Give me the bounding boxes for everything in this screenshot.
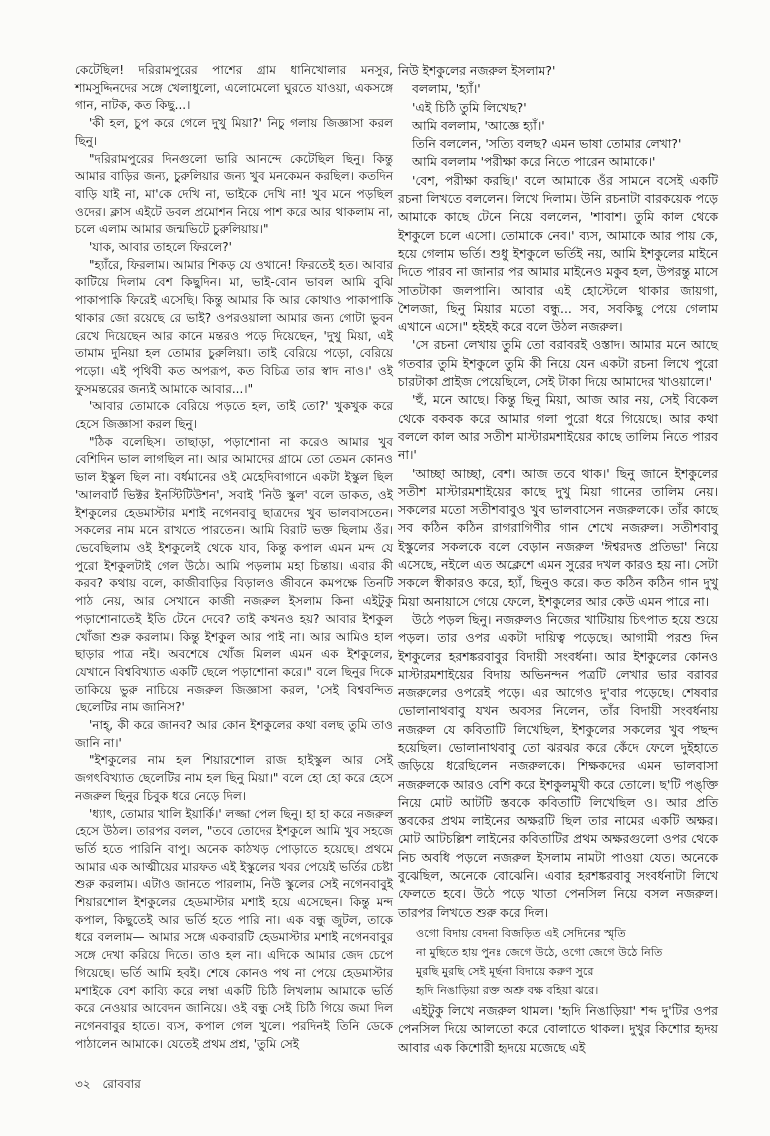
section-name: রোববার xyxy=(102,1077,141,1091)
paragraph: 'হুঁ, মনে আছে। কিন্তু ছিনু মিয়া, আজ আর নয়, সেই বিকেল থেকে বকবক করে আমার গলা পুরো ধরে গিয়েছে। আর কথা বললে কাল আর সতীশ মাস্টারমশাইয়ের কাছে তালিম নিতে পারব না।' xyxy=(398,392,718,463)
paragraph: বললাম, 'হ্যাঁ।' xyxy=(412,81,481,97)
paragraph: আমি বললাম 'পরীক্ষা করে নিতে পারেন আমাকে।' xyxy=(412,154,656,170)
paragraph: 'আবার তোমাকে বেরিয়ে পড়তে হল, তাই তো?' খুকখুক করে হেসে জিজ্ঞাসা করল ছিনু। xyxy=(75,399,393,432)
paragraph: কেটেছিল! দরিরামপুরের পাশের গ্রাম ধানিখোলার মনসুর, শামসুদ্দিনদের সঙ্গে খেলাধুলো, এলোমেলো ঘুরতে যাওয়া, একসঙ্গে গান, নাটক, কত কিছু...। xyxy=(75,63,393,113)
paragraph: 'ধ্যাৎ, তোমার খালি ইয়ার্কি।' লজ্জা পেল ছিনু। হা হা করে নজরুল হেসে উঠল। তারপর বলল, "তবে তোদের ইশকুলে আমি খুব সহজে ভর্তি হতে পারিনি বাপু। অনেক কাঠখড় পোড়াতে হয়েছে। প্রথমে আমার এক আত্মীয়ের মারফত এই ইস্কুলের খবর পেয়েই ভর্তির চেষ্টা শুরু করলাম। এটাও জানতে পারলাম, নিউ স্কুলের সেই নগেনবাবুই শিয়ারশোল ইশকুলের হেডমাস্টার মশাই হয়ে এসেছেন। কিন্তু মন্দ কপাল, কিছুতেই আর ভর্তি হতে পারি না। এক বন্ধু জুটল, তাকে ধরে বললাম— আমার সঙ্গে একবারটি হেডমাস্টার মশাই নগেনবাবুর সঙ্গে দেখা করিয়ে দিতে। তাও হল না। এদিকে আমার জেদ চেপে গিয়েছে। ভর্তি আমি হবই। শেষে কোনও পথ না পেয়ে হেডমাস্টার মশাইকে বেশ কাব্যি করে লম্বা একটি চিঠি লিখলাম আমাকে ভর্তি করে নেওয়ার আবেদন জানিয়ে। ওই বন্ধু সেই চিঠি গিয়ে জমা দিল নগেনবাবুর হাতে। ব্যস, কপাল গেল খুলে। পরদিনই তিনি ডেকে পাঠালেন আমাকে। যেতেই প্রথম প্রশ্ন, 'তুমি সেই xyxy=(75,806,393,1051)
paragraph: "দরিরামপুরের দিনগুলো ভারি আনন্দে কেটেছিল ছিনু। কিন্তু আমার বাড়ির জন্য, চুরুলিয়ার জন্য খুব মনকেমন করছিল। কতদিন বাড়ি যাই না, মা'কে দেখি না, ভাইকে দেখি না! খুব মনে পড়ছিল ওদের। ক্লাস এইটে ডবল প্রমোশন নিয়ে পাশ করে আর থাকলাম না, চলে এলাম আমার জন্মভিটে চুরুলিয়ায়।" xyxy=(75,151,393,237)
paragraph: 'বেশ, পরীক্ষা করছি।' বলে আমাকে ওঁর সামনে বসেই একটি রচনা লিখতে বললেন। লিখে দিলাম। উনি রচনাটা বারকয়েক পড়ে আমাকে কাছে টেনে নিয়ে বললেন, 'শাবাশ। তুমি কাল থেকে ইশকুলে চলে এসো। তোমাকে নেব।' ব্যস, আমাকে আর পায় কে, হয়ে গেলাম ভর্তি। শুধু ইশকুলে ভর্তিই নয়, আমি ইশকুলের মাইনে দিতে পারব না জানার পর আমার মাইনেও মকুব হল, উপরন্তু মাসে সাতটাকা জলপানি। আবার এই হোস্টেলে থাকার জায়গা, শৈলজা, ছিনু মিয়ার মতো বন্ধু... সব, সবকিছু পেয়ে গেলাম এখানে এসে।" হইহই করে বলে উঠল নজরুল। xyxy=(398,172,718,335)
paragraph: নিউ ইশকুলের নজরুল ইসলাম?' xyxy=(398,63,556,78)
right-column xyxy=(398,62,718,1057)
paragraph: এইটুকু লিখে নজরুল থামল। 'হৃদি নিঙাড়িয়া' শব্দ দু'টির ওপর পেনসিল দিয়ে আলতো করে বোলাতে থাকল। দুখুর কিশোর হৃদয় আবার এক কিশোরী হৃদয়ে মজেছে এই xyxy=(398,1002,718,1055)
paragraph: 'সে রচনা লেখায় তুমি তো বরাবরই ওস্তাদ। আমার মনে আছে গতবার তুমি ইশকুলে তুমি কী নিয়ে যেন একটা রচনা লিখে পুরো চারটাকা প্রাইজ পেয়েছিলে, সেই টাকা দিয়ে আমাদের খাওয়ালে।' xyxy=(398,337,718,390)
poem-line: না মুছিতে হায় পুনঃ জেগে উঠে, ওগো জেগে উঠে নিতি xyxy=(416,945,663,959)
poem-line: মুরছি মুরছি সেই মূর্ছনা বিদায়ে করুণ সুরে xyxy=(416,964,594,978)
paragraph: তিনি বললেন, 'সত্যি বলছ? এমন ভাষা তোমার লেখা?' xyxy=(412,136,682,152)
paragraph: 'যাক, আবার তাহলে ফিরলে?' xyxy=(89,240,232,255)
paragraph: "হ্যাঁরে, ফিরলাম। আমার শিকড় যে ওখানে! ফিরতেই হত। আবার কাটিয়ে দিলাম বেশ কিছুদিন। মা, ভাই-বোন ভাবল আমি বুঝি পাকাপাকি ফিরেই এসেছি। কিন্তু আমার কি আর কোথাও পাকাপাকি থাকার জো রয়েছে রে ভাই? ওপরওয়ালা আমার জন্য গোটা ভুবন রেখে দিয়েছেন আর কানে মন্তরও পড়ে দিয়েছেন, 'দুখু মিয়া, এই তামাম দুনিয়া হল তোমার চুরুলিয়া। তাই বেরিয়ে পড়ো, বেরিয়ে পড়ো। এই পৃথিবী কত অপরূপ, কত বিচিত্র তার স্বাদ নাও।' ওই ফুসমন্তরের জন্যই আমাকে আবার...।" xyxy=(75,257,393,396)
paragraph: 'নাহ্, কী করে জানব? আর কোন ইশকুলের কথা বলছ তুমি তাও জানি না।' xyxy=(75,718,393,750)
page-number: ৩২ xyxy=(75,1077,91,1091)
page-footer xyxy=(75,1076,149,1096)
paragraph: উঠে পড়ল ছিনু। নজরুলও নিজের খাটিয়ায় চিৎপাত হয়ে শুয়ে পড়ল। তার ওপর একটা দায়িত্ব পড়েছে। আগামী পরশু দিন ইশকুলের হরশঙ্করবাবুর বিদায়ী সংবর্ধনা। আর ইশকুলের কোনও মাস্টারমশাইয়ের বিদায় অভিনন্দন পত্রটি লেখার ভার বরাবর নজরুলের ওপরেই পড়ে। এর আগেও দু'বার পড়েছে। শেষবার ভোলানাথবাবু যখন অবসর নিলেন, তাঁর বিদায়ী সংবর্ধনায় নজরুল যে কবিতাটি লিখেছিল, ইশকুলের সকলের খুব পছন্দ হয়েছিল। ভোলানাথবাবু তো ঝরঝর করে কেঁদে ফেলে দুইহাতে জড়িয়ে ধরেছিলেন নজরুলকে। শিক্ষকদের এমন ভালবাসা নজরুলকে আরও বেশি করে ইশকুলমুখী করে তোলে। ছ'টি পঙ্‌ক্তি নিয়ে মোট আটটি স্তবকে কবিতাটি লিখেছিল ও। আর প্রতি স্তবকের প্রথম লাইনের অক্ষরটি ছিল তার নামের একটি অক্ষর। মোট আটচল্লিশ লাইনের কবিতাটির প্রথম অক্ষরগুলো ওপর থেকে নিচ অবধি পড়লে নজরুল ইসলাম নামটা পাওয়া যেত। অনেকে বুঝেছিল, অনেকে বোঝেনি। এবার হরশঙ্করবাবু সংবর্ধনাটা লিখে ফেলতে হবে। উঠে পড়ে খাতা পেনসিল নিয়ে বসল নজরুল। তারপর লিখতে শুরু করে দিল। xyxy=(398,611,718,920)
paragraph: "ইশকুলের নাম হল শিয়ারশোল রাজ হাইস্কুল আর সেই জগৎবিখ্যাত ছেলেটির নাম হল ছিনু মিয়া।" বলে হো হো করে হেসে নজরুল ছিনুর চিবুক ধরে নেড়ে দিল। xyxy=(75,753,393,803)
poem-line: হৃদি নিঙাড়িয়া রক্ত অশ্রু বক্ষ বহিয়া ঝরে। xyxy=(416,983,599,997)
paragraph: আমি বললাম, 'আজ্ঞে হ্যাঁ।' xyxy=(412,117,545,133)
paragraph: 'আচ্ছা আচ্ছা, বেশ। আজ তবে থাক।' ছিনু জানে ইশকুলের সতীশ মাস্টারমশাইয়ের কাছে দুখু মিয়া গানের তালিম নেয়। সকলের মতো সতীশবাবুও খুব ভালবাসেন নজরুলকে। তাঁর কাছে সব কঠিন কঠিন রাগরাগিণীর গান শেখে নজরুল। সতীশবাবু ইস্কুলের সকলকে বলে বেড়ান নজরুল 'ঈশ্বরদত্ত প্রতিভা' নিয়ে এসেছে, নইলে এত অক্লেশে এমন সুরের দখল কারও হয় না। সেটা সকলে স্বীকারও করে, হ্যাঁ, ছিনুও করে। কত কঠিন কঠিন গান দুখু মিয়া অনায়াসে গেয়ে ফেলে, ইশকুলের আর কেউ এমন পারে না। xyxy=(398,465,718,609)
paragraph: 'কী হল, চুপ করে গেলে দুখু মিয়া?' নিচু গলায় জিজ্ঞাসা করল ছিনু। xyxy=(75,116,393,148)
poem-line: ওগো বিদায় বেদনা বিজড়িত এই সেদিনের স্মৃতি xyxy=(416,926,626,940)
poem-block xyxy=(416,924,718,1000)
left-column xyxy=(75,62,393,1053)
paragraph: "ঠিক বলেছিস। তাছাড়া, পড়াশোনা না করেও আমার খুব বেশিদিন ভাল লাগছিল না। আর আমাদের গ্রামে তো তেমন কোনও ভাল ইস্কুল ছিল না। বর্ধমানের ওই মেহেদিবাগানে একটা ইস্কুল ছিল 'আলবার্ট ভিক্টর ইনস্টিটিউশন', সবাই 'নিউ স্কুল' বলে ডাকত, ওই ইশকুলের হেডমাস্টার মশাই নগেনবাবু ছাত্রদের খুব ভালবাসতেন। সকলের নাম মনে রাখতে পারতেন। আমি বিরাট ভক্ত ছিলাম ওঁর। ভেবেছিলাম ওই ইশকুলেই থেকে যাব, কিন্তু কপাল এমন মন্দ যে পুরো ইশকুলটাই গেল উঠে। আমি পড়লাম মহা চিন্তায়। এবার কী করব? কথায় বলে, কাজীবাড়ির বিড়ালও জীবনে কমপক্ষে তিনটি পাঠ নেয়, আর সেখানে কাজী নজরুল ইসলাম কিনা এইটুকু পড়াশোনাতেই ইতি টেনে দেবে? তাই কখনও হয়? আবার ইশকুল খোঁজা শুরু করলাম। কিন্তু ইশকুল আর পাই না। আর আমিও হাল ছাড়ার পাত্র নই। অবশেষে খোঁজ মিলল এমন এক ইশকুলের, যেখানে বিশ্ববিখ্যাত একটি ছেলে পড়াশোনা করে।" বলে ছিনুর দিকে তাকিয়ে ভুরু নাচিয়ে নজরুল জিজ্ঞাসা করল, 'সেই বিশ্ববন্দিত ছেলেটির নাম জানিস?' xyxy=(75,434,393,715)
paragraph: 'এই চিঠি তুমি লিখেছ?' xyxy=(412,99,527,115)
